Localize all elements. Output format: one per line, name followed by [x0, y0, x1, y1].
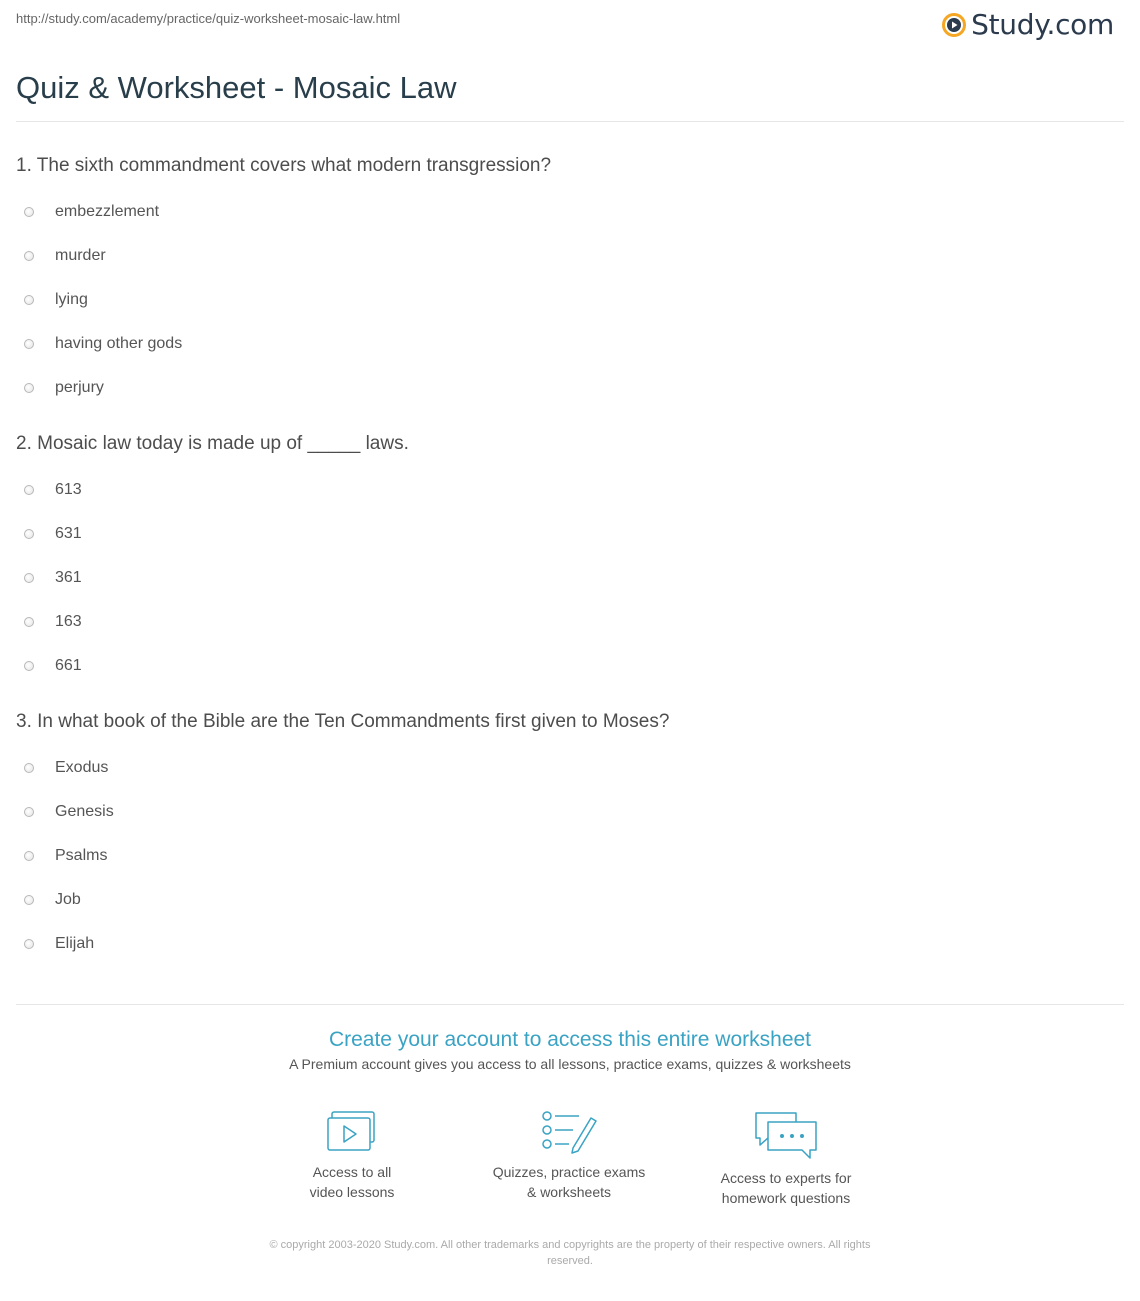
chat-bubbles-icon — [686, 1110, 886, 1160]
radio-button[interactable] — [24, 295, 34, 305]
feature-label — [469, 1162, 669, 1202]
answer-label: Psalms — [55, 847, 108, 864]
answer-label: 661 — [55, 657, 82, 674]
answer-label: 361 — [55, 569, 82, 586]
feature-label — [252, 1162, 452, 1202]
promo-subtitle: A Premium account gives you access to all lessons, practice exams, quizzes & worksheets — [289, 1056, 851, 1072]
radio-button[interactable] — [24, 807, 34, 817]
feature-label-line: Access to all — [312, 1164, 392, 1180]
question-text: 2. Mosaic law today is made up of _____ laws. — [16, 433, 409, 454]
copyright-line: reserved. — [547, 1255, 593, 1267]
question — [16, 152, 1124, 410]
answer-label: murder — [55, 247, 106, 264]
page-title: Quiz & Worksheet - Mosaic Law — [16, 70, 457, 105]
logo-text: Study.com — [971, 8, 1114, 41]
answer-choice[interactable] — [16, 190, 1124, 234]
radio-button[interactable] — [24, 617, 34, 627]
quiz-checklist-icon — [469, 1110, 669, 1154]
answer-label: having other gods — [55, 335, 183, 352]
create-account-link[interactable]: Create your account to access this entire worksheet — [328, 1028, 812, 1051]
feature-quizzes — [469, 1110, 669, 1202]
divider — [16, 1004, 1124, 1005]
radio-button[interactable] — [24, 339, 34, 349]
top-bar — [0, 0, 1140, 50]
quiz-questions — [16, 152, 1124, 986]
feature-label-line: homework questions — [721, 1190, 851, 1206]
question-text: 1. The sixth commandment covers what modern transgression? — [16, 155, 552, 176]
answer-label: 613 — [55, 481, 82, 498]
answer-choice[interactable] — [16, 556, 1124, 600]
signup-promo — [0, 1026, 1140, 1072]
answer-label: Elijah — [55, 935, 95, 952]
radio-button[interactable] — [24, 763, 34, 773]
answer-choice[interactable] — [16, 366, 1124, 410]
question-text: 3. In what book of the Bible are the Ten Commandments first given to Moses? — [16, 711, 670, 732]
answer-choice[interactable] — [16, 512, 1124, 556]
radio-button[interactable] — [24, 851, 34, 861]
answer-choice[interactable] — [16, 790, 1124, 834]
radio-button[interactable] — [24, 485, 34, 495]
answer-choice[interactable] — [16, 878, 1124, 922]
answer-label: Job — [55, 891, 81, 908]
copyright-line: © copyright 2003-2020 Study.com. All other trademarks and copyrights are the property of their respective owners. All rights — [269, 1239, 871, 1251]
question — [16, 708, 1124, 966]
video-lessons-icon — [252, 1110, 452, 1154]
answer-choice[interactable] — [16, 468, 1124, 512]
radio-button[interactable] — [24, 939, 34, 949]
logo-play-icon — [942, 13, 966, 37]
answer-choice[interactable] — [16, 600, 1124, 644]
answer-choice[interactable] — [16, 322, 1124, 366]
answer-label: perjury — [55, 379, 104, 396]
answer-choice[interactable] — [16, 922, 1124, 966]
answer-label: 163 — [55, 613, 82, 630]
radio-button[interactable] — [24, 895, 34, 905]
radio-button[interactable] — [24, 251, 34, 261]
feature-label-line: video lessons — [309, 1184, 395, 1200]
feature-label — [686, 1168, 886, 1208]
radio-button[interactable] — [24, 529, 34, 539]
answer-choice[interactable] — [16, 644, 1124, 688]
study-logo[interactable] — [942, 8, 1114, 41]
radio-button[interactable] — [24, 661, 34, 671]
radio-button[interactable] — [24, 207, 34, 217]
answer-label: Exodus — [55, 759, 109, 776]
answer-label: 631 — [55, 525, 82, 542]
answer-choice[interactable] — [16, 834, 1124, 878]
answer-choice[interactable] — [16, 234, 1124, 278]
feature-experts — [686, 1110, 886, 1208]
feature-video-lessons — [252, 1110, 452, 1202]
answer-choice[interactable] — [16, 746, 1124, 790]
answer-choice[interactable] — [16, 278, 1124, 322]
answer-label: lying — [55, 291, 88, 308]
feature-label-line: & worksheets — [526, 1184, 612, 1200]
divider — [16, 121, 1124, 122]
answer-label: embezzlement — [55, 203, 160, 220]
question — [16, 430, 1124, 688]
radio-button[interactable] — [24, 573, 34, 583]
copyright-notice — [210, 1237, 930, 1269]
answer-label: Genesis — [55, 803, 114, 820]
page-url[interactable]: http://study.com/academy/practice/quiz-worksheet-mosaic-law.html — [16, 11, 401, 26]
feature-label-line: Access to experts for — [720, 1170, 852, 1186]
radio-button[interactable] — [24, 383, 34, 393]
feature-label-line: Quizzes, practice exams — [492, 1164, 646, 1180]
